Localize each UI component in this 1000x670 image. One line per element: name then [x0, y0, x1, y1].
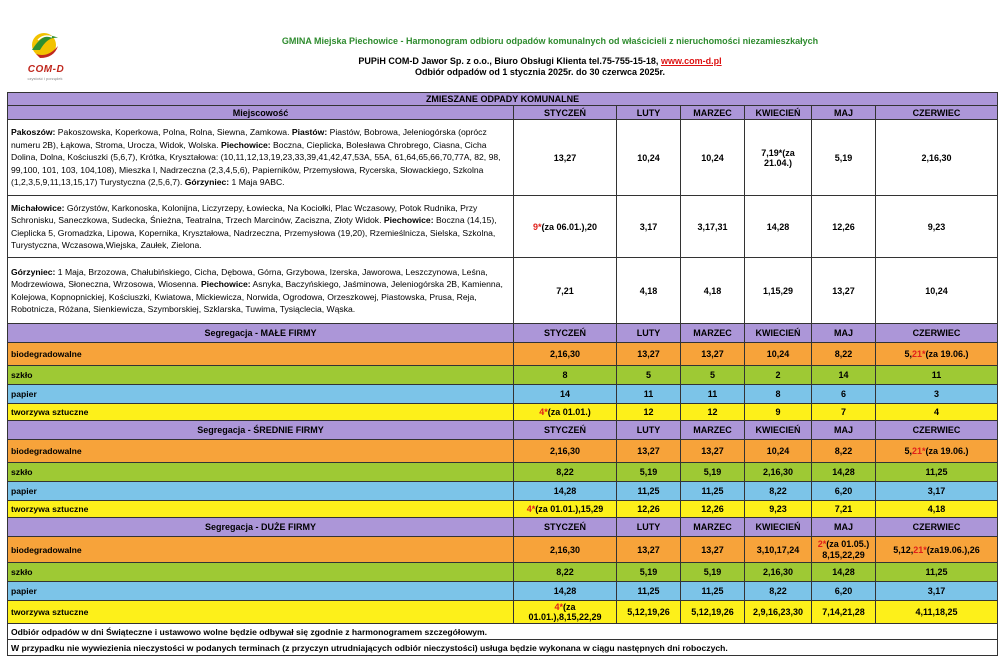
- holiday-marker: 21*: [912, 446, 926, 456]
- website-link[interactable]: www.com-d.pl: [660, 56, 722, 66]
- mixed-row-2-jan: [514, 196, 617, 258]
- large-bio-jun: [876, 537, 998, 563]
- large-plastic-mar: 5,12,19,26: [681, 601, 745, 624]
- small-glass-feb: 5: [617, 366, 681, 385]
- mixed-row-2: [8, 196, 998, 258]
- category-label: biodegradowalne: [8, 343, 514, 366]
- mixed-row-3-jun: 10,24: [876, 258, 998, 324]
- medium-bio-feb: 13,27: [617, 440, 681, 463]
- medium-glass-row: [8, 463, 998, 482]
- small-plastic-apr: 9: [745, 404, 812, 421]
- dates: (za 01.05.): [826, 538, 870, 549]
- small-header-row: [8, 324, 998, 343]
- mixed-row-1-apr: 7,19*(za 21.04.): [745, 120, 812, 196]
- medium-bio-jan: 2,16,30: [514, 440, 617, 463]
- category-label: tworzywa sztuczne: [8, 404, 514, 421]
- mixed-row-3-places: [8, 258, 514, 324]
- logo-tagline: czystość i porządek: [27, 76, 63, 81]
- category-label: biodegradowalne: [8, 537, 514, 563]
- mixed-row-2-mar: 3,17,31: [681, 196, 745, 258]
- holiday-marker: 4*: [539, 407, 548, 417]
- category-label: szkło: [8, 366, 514, 385]
- dates: 5,12,: [893, 544, 914, 555]
- col-month-feb: LUTY: [617, 518, 681, 537]
- mixed-row-2-feb: 3,17: [617, 196, 681, 258]
- place-streets: Asnyka, Baczyńskiego, Jaśminowa, Jeleniogórska 2B, Kamienna, Kolejowa, Kopnopnickiej, Kościuszki, Kwiatowa, Mickiewicza, Norwida, Ogrodowa, Orzeszkowej, Piastowska, Prusa, Reja, Robotnicza, Różana, Sienkiewicza, Szymborskiej, Szklarska, Tuwima, Tysiąclecia, Wąska.: [11, 279, 503, 314]
- small-bio-feb: 13,27: [617, 343, 681, 366]
- col-month-jan: STYCZEŃ: [514, 518, 617, 537]
- large-bio-jan: 2,16,30: [514, 537, 617, 563]
- place-prefix: Piechowice:: [383, 215, 434, 226]
- large-glass-jun: 11,25: [876, 563, 998, 582]
- medium-plastic-jan: [514, 501, 617, 518]
- category-label: szkło: [8, 463, 514, 482]
- holiday-marker: 4*: [526, 504, 536, 514]
- small-paper-apr: 8: [745, 385, 812, 404]
- large-paper-jan: 14,28: [514, 582, 617, 601]
- small-paper-jan: 14: [514, 385, 617, 404]
- schedule-table: [7, 92, 998, 656]
- holiday-marker: 2*: [817, 538, 827, 549]
- mixed-row-2-may: 12,26: [812, 196, 876, 258]
- col-month-mar: MARZEC: [681, 324, 745, 343]
- place-streets: Pakoszowska, Koperkowa, Polna, Rolna, Siewna, Zamkowa.: [55, 127, 292, 138]
- category-label: biodegradowalne: [8, 440, 514, 463]
- large-plastic-feb: 5,12,19,26: [617, 601, 681, 624]
- large-plastic-jun: 4,11,18,25: [876, 601, 998, 624]
- medium-glass-jun: 11,25: [876, 463, 998, 482]
- category-label: tworzywa sztuczne: [8, 501, 514, 518]
- medium-paper-feb: 11,25: [617, 482, 681, 501]
- mixed-row-3-mar: 4,18: [681, 258, 745, 324]
- small-glass-jan: 8: [514, 366, 617, 385]
- holiday-marker: 21*: [912, 349, 926, 359]
- small-firms-title: Segregacja - MAŁE FIRMY: [8, 324, 514, 343]
- medium-bio-apr: 10,24: [745, 440, 812, 463]
- holiday-marker: 9*: [532, 221, 542, 232]
- col-month-feb: LUTY: [617, 421, 681, 440]
- contact-text: PUPiH COM-D Jawor Sp. z o.o., Biuro Obsługi Klienta tel.75-755-15-18,: [358, 56, 661, 66]
- small-paper-may: 6: [812, 385, 876, 404]
- large-paper-row: [8, 582, 998, 601]
- col-month-apr: KWIECIEŃ: [745, 518, 812, 537]
- medium-glass-may: 14,28: [812, 463, 876, 482]
- small-plastic-mar: 12: [681, 404, 745, 421]
- large-bio-apr: 3,10,17,24: [745, 537, 812, 563]
- large-paper-apr: 8,22: [745, 582, 812, 601]
- dates: 5,: [904, 446, 912, 456]
- logo-emblem-icon: [14, 28, 74, 68]
- large-bio-may: [812, 537, 876, 563]
- medium-plastic-jun: 4,18: [876, 501, 998, 518]
- category-label: papier: [8, 385, 514, 404]
- medium-bio-row: [8, 440, 998, 463]
- col-month-jun: CZERWIEC: [876, 324, 998, 343]
- mixed-waste-title: ZMIESZANE ODPADY KOMUNALNE: [8, 93, 998, 106]
- mixed-row-1: [8, 120, 998, 196]
- large-plastic-may: 7,14,21,28: [812, 601, 876, 624]
- small-glass-may: 14: [812, 366, 876, 385]
- note-row-2: [8, 640, 998, 656]
- mixed-row-3-may: 13,27: [812, 258, 876, 324]
- col-month-feb: LUTY: [617, 324, 681, 343]
- large-header-row: [8, 518, 998, 537]
- col-month-apr: KWIECIEŃ: [745, 324, 812, 343]
- mixed-row-1-jun: 2,16,30: [876, 120, 998, 196]
- col-month-may: MAJ: [812, 324, 876, 343]
- category-label: papier: [8, 482, 514, 501]
- category-label: tworzywa sztuczne: [8, 601, 514, 624]
- dates: (za 06.01.),20: [541, 221, 598, 232]
- dates: (za 01.01.),8,15,22,29: [528, 602, 602, 622]
- dates: (za 01.01.),15,29: [535, 504, 604, 514]
- medium-plastic-mar: 12,26: [681, 501, 745, 518]
- small-bio-apr: 10,24: [745, 343, 812, 366]
- mixed-row-3: [8, 258, 998, 324]
- col-month-may: MAJ: [812, 106, 876, 120]
- col-month-jun: CZERWIEC: [876, 518, 998, 537]
- mixed-row-1-may: 5,19: [812, 120, 876, 196]
- large-paper-feb: 11,25: [617, 582, 681, 601]
- place-prefix: Górzyniec:: [11, 266, 56, 277]
- medium-plastic-feb: 12,26: [617, 501, 681, 518]
- medium-paper-jun: 3,17: [876, 482, 998, 501]
- small-bio-jan: 2,16,30: [514, 343, 617, 366]
- medium-header-row: [8, 421, 998, 440]
- small-glass-apr: 2: [745, 366, 812, 385]
- large-bio-feb: 13,27: [617, 537, 681, 563]
- large-paper-mar: 11,25: [681, 582, 745, 601]
- holiday-marker: 4*: [554, 602, 563, 612]
- category-label: papier: [8, 582, 514, 601]
- small-paper-mar: 11: [681, 385, 745, 404]
- small-glass-row: [8, 366, 998, 385]
- large-bio-row: [8, 537, 998, 563]
- logo-text: COM-D: [27, 64, 65, 75]
- medium-glass-feb: 5,19: [617, 463, 681, 482]
- medium-glass-apr: 2,16,30: [745, 463, 812, 482]
- col-month-apr: KWIECIEŃ: [745, 106, 812, 120]
- large-glass-feb: 5,19: [617, 563, 681, 582]
- col-place-header: Miejscowość: [8, 106, 514, 120]
- col-month-jan: STYCZEŃ: [514, 324, 617, 343]
- dates: (za 19.06.): [925, 349, 969, 359]
- large-plastic-apr: 2,9,16,23,30: [745, 601, 812, 624]
- mixed-row-2-places: [8, 196, 514, 258]
- col-month-may: MAJ: [812, 518, 876, 537]
- col-month-jun: CZERWIEC: [876, 421, 998, 440]
- mixed-row-1-jan: 13,27: [514, 120, 617, 196]
- large-glass-jan: 8,22: [514, 563, 617, 582]
- schedule-period: Odbiór odpadów od 1 stycznia 2025r. do 30 czerwca 2025r.: [414, 67, 666, 77]
- medium-glass-jan: 8,22: [514, 463, 617, 482]
- large-bio-mar: 13,27: [681, 537, 745, 563]
- large-plastic-row: [8, 601, 998, 624]
- medium-paper-row: [8, 482, 998, 501]
- mixed-row-3-apr: 1,15,29: [745, 258, 812, 324]
- large-glass-apr: 2,16,30: [745, 563, 812, 582]
- medium-paper-mar: 11,25: [681, 482, 745, 501]
- place-streets: 1 Maja 9ABC.: [229, 177, 285, 188]
- col-month-jan: STYCZEŃ: [514, 106, 617, 120]
- medium-glass-mar: 5,19: [681, 463, 745, 482]
- place-prefix: Piechowice:: [221, 139, 271, 150]
- large-glass-mar: 5,19: [681, 563, 745, 582]
- large-paper-may: 6,20: [812, 582, 876, 601]
- mixed-row-3-feb: 4,18: [617, 258, 681, 324]
- small-plastic-feb: 12: [617, 404, 681, 421]
- small-bio-may: 8,22: [812, 343, 876, 366]
- col-month-jan: STYCZEŃ: [514, 421, 617, 440]
- page-title: GMINA Miejska Piechowice - Harmonogram odbioru odpadów komunalnych od właścicieli z nieruchomości niezamieszkałych: [281, 36, 819, 46]
- col-month-mar: MARZEC: [681, 518, 745, 537]
- col-month-apr: KWIECIEŃ: [745, 421, 812, 440]
- col-month-feb: LUTY: [617, 106, 681, 120]
- place-streets: Boczna (14,15), Cieplicka 5, Gromadzka, Lipowa, Kopernika, Kryształowa, Nadrzeczna, Przemysłowa (19,20), Rzemieślnicza, Sielska, Szkolna, Turystyczna, Wczasowa,Wiejska, Zaułek, Zielona.: [11, 215, 497, 250]
- company-logo: [14, 28, 74, 80]
- medium-plastic-may: 7,21: [812, 501, 876, 518]
- place-prefix: Górzyniec:: [184, 177, 230, 188]
- medium-plastic-apr: 9,23: [745, 501, 812, 518]
- large-glass-row: [8, 563, 998, 582]
- col-month-may: MAJ: [812, 421, 876, 440]
- medium-paper-may: 6,20: [812, 482, 876, 501]
- small-plastic-row: [8, 404, 998, 421]
- company-contact: [90, 56, 990, 66]
- note-row-1: [8, 624, 998, 640]
- small-plastic-jan: [514, 404, 617, 421]
- dates: (za 19.06.): [925, 446, 969, 456]
- large-glass-may: 14,28: [812, 563, 876, 582]
- mixed-row-1-places: [8, 120, 514, 196]
- small-paper-row: [8, 385, 998, 404]
- medium-plastic-row: [8, 501, 998, 518]
- dates: 5,: [904, 349, 912, 359]
- small-bio-mar: 13,27: [681, 343, 745, 366]
- mixed-row-2-jun: 9,23: [876, 196, 998, 258]
- large-plastic-jan: [514, 601, 617, 624]
- category-label: szkło: [8, 563, 514, 582]
- medium-firms-title: Segregacja - ŚREDNIE FIRMY: [8, 421, 514, 440]
- dates: (za19.06.),26: [926, 544, 980, 555]
- medium-paper-jan: 14,28: [514, 482, 617, 501]
- place-streets: Górzystów, Karkonoska, Kolonijna, Liczyrzepy, Łowiecka, Na Kociołki, Plac Wczasowy, Potok Rudnika, Przy Schronisku, Saneczkowa, Sudecka, Śnieżna, Teatralna, Trzech Marcinów, Zaciszna, Złoty Widok.: [11, 202, 478, 226]
- place-prefix: Piastów:: [291, 127, 328, 138]
- dates: 8,15,22,29: [822, 549, 865, 560]
- mixed-title-row: [8, 93, 998, 106]
- small-paper-feb: 11: [617, 385, 681, 404]
- small-glass-mar: 5: [681, 366, 745, 385]
- small-bio-row: [8, 343, 998, 366]
- medium-paper-apr: 8,22: [745, 482, 812, 501]
- large-paper-jun: 3,17: [876, 582, 998, 601]
- large-firms-title: Segregacja - DUŻE FIRMY: [8, 518, 514, 537]
- small-paper-jun: 3: [876, 385, 998, 404]
- holiday-marker: 21*: [913, 544, 927, 555]
- medium-bio-mar: 13,27: [681, 440, 745, 463]
- medium-bio-jun: [876, 440, 998, 463]
- mixed-row-1-mar: 10,24: [681, 120, 745, 196]
- small-glass-jun: 11: [876, 366, 998, 385]
- mixed-header-row: [8, 106, 998, 120]
- holiday-note: Odbiór odpadów w dni Świąteczne i ustawowo wolne będzie odbywał się zgodnie z harmonogramem szczegółowym.: [8, 624, 998, 640]
- place-streets: Piastów, Bobrowa, Jeleniogórska (oprócz numeru 2B), Łąkowa, Stroma, Urocza, Widok, Wolska.: [11, 127, 487, 150]
- col-month-mar: MARZEC: [681, 421, 745, 440]
- col-month-jun: CZERWIEC: [876, 106, 998, 120]
- small-plastic-may: 7: [812, 404, 876, 421]
- mixed-row-3-jan: 7,21: [514, 258, 617, 324]
- place-prefix: Michałowice:: [11, 202, 65, 213]
- place-streets: Boczna, Cieplicka, Bolesława Chrobrego, Ciasna, Cicha Dolina, Dolna, Kościuszki (5,6,7), Krótka, Kryształowa: (10,11,12,13,19,23,33,39,41,42,47,53A, 55A, 61,64,65,66,70,77A, 82, 98, 99,100, 101, 103, 104,108), Mieszka I, Nadrzeczna (2,3,4,5,6), Papierników, Przemysłowa, Rycerska, Słowackiego, Szkolna (1,2,3,5,9,11,13,15,17) Turystyczna (2,5,6,7).: [11, 139, 501, 188]
- place-streets: 1 Maja, Brzozowa, Chałubińskiego, Cicha, Dębowa, Górna, Grzybowa, Izerska, Jaworowa, Leszczynowa, Leśna, Modrzewiowa, Słoneczna, Wrzosowa, Wiosenna.: [11, 266, 488, 290]
- small-bio-jun: [876, 343, 998, 366]
- small-plastic-jun: 4: [876, 404, 998, 421]
- medium-bio-may: 8,22: [812, 440, 876, 463]
- mixed-row-2-apr: 14,28: [745, 196, 812, 258]
- col-month-mar: MARZEC: [681, 106, 745, 120]
- place-prefix: Pakoszów:: [11, 127, 56, 138]
- place-prefix: Piechowice:: [200, 279, 251, 290]
- mixed-row-1-feb: 10,24: [617, 120, 681, 196]
- missed-pickup-note: W przypadku nie wywiezienia nieczystości w podanych terminach (z przyczyn utrudniających odbiór nieczystości) usługa będzie wykonana w ciągu następnych dni roboczych.: [8, 640, 998, 656]
- dates: (za 01.01.): [547, 407, 591, 417]
